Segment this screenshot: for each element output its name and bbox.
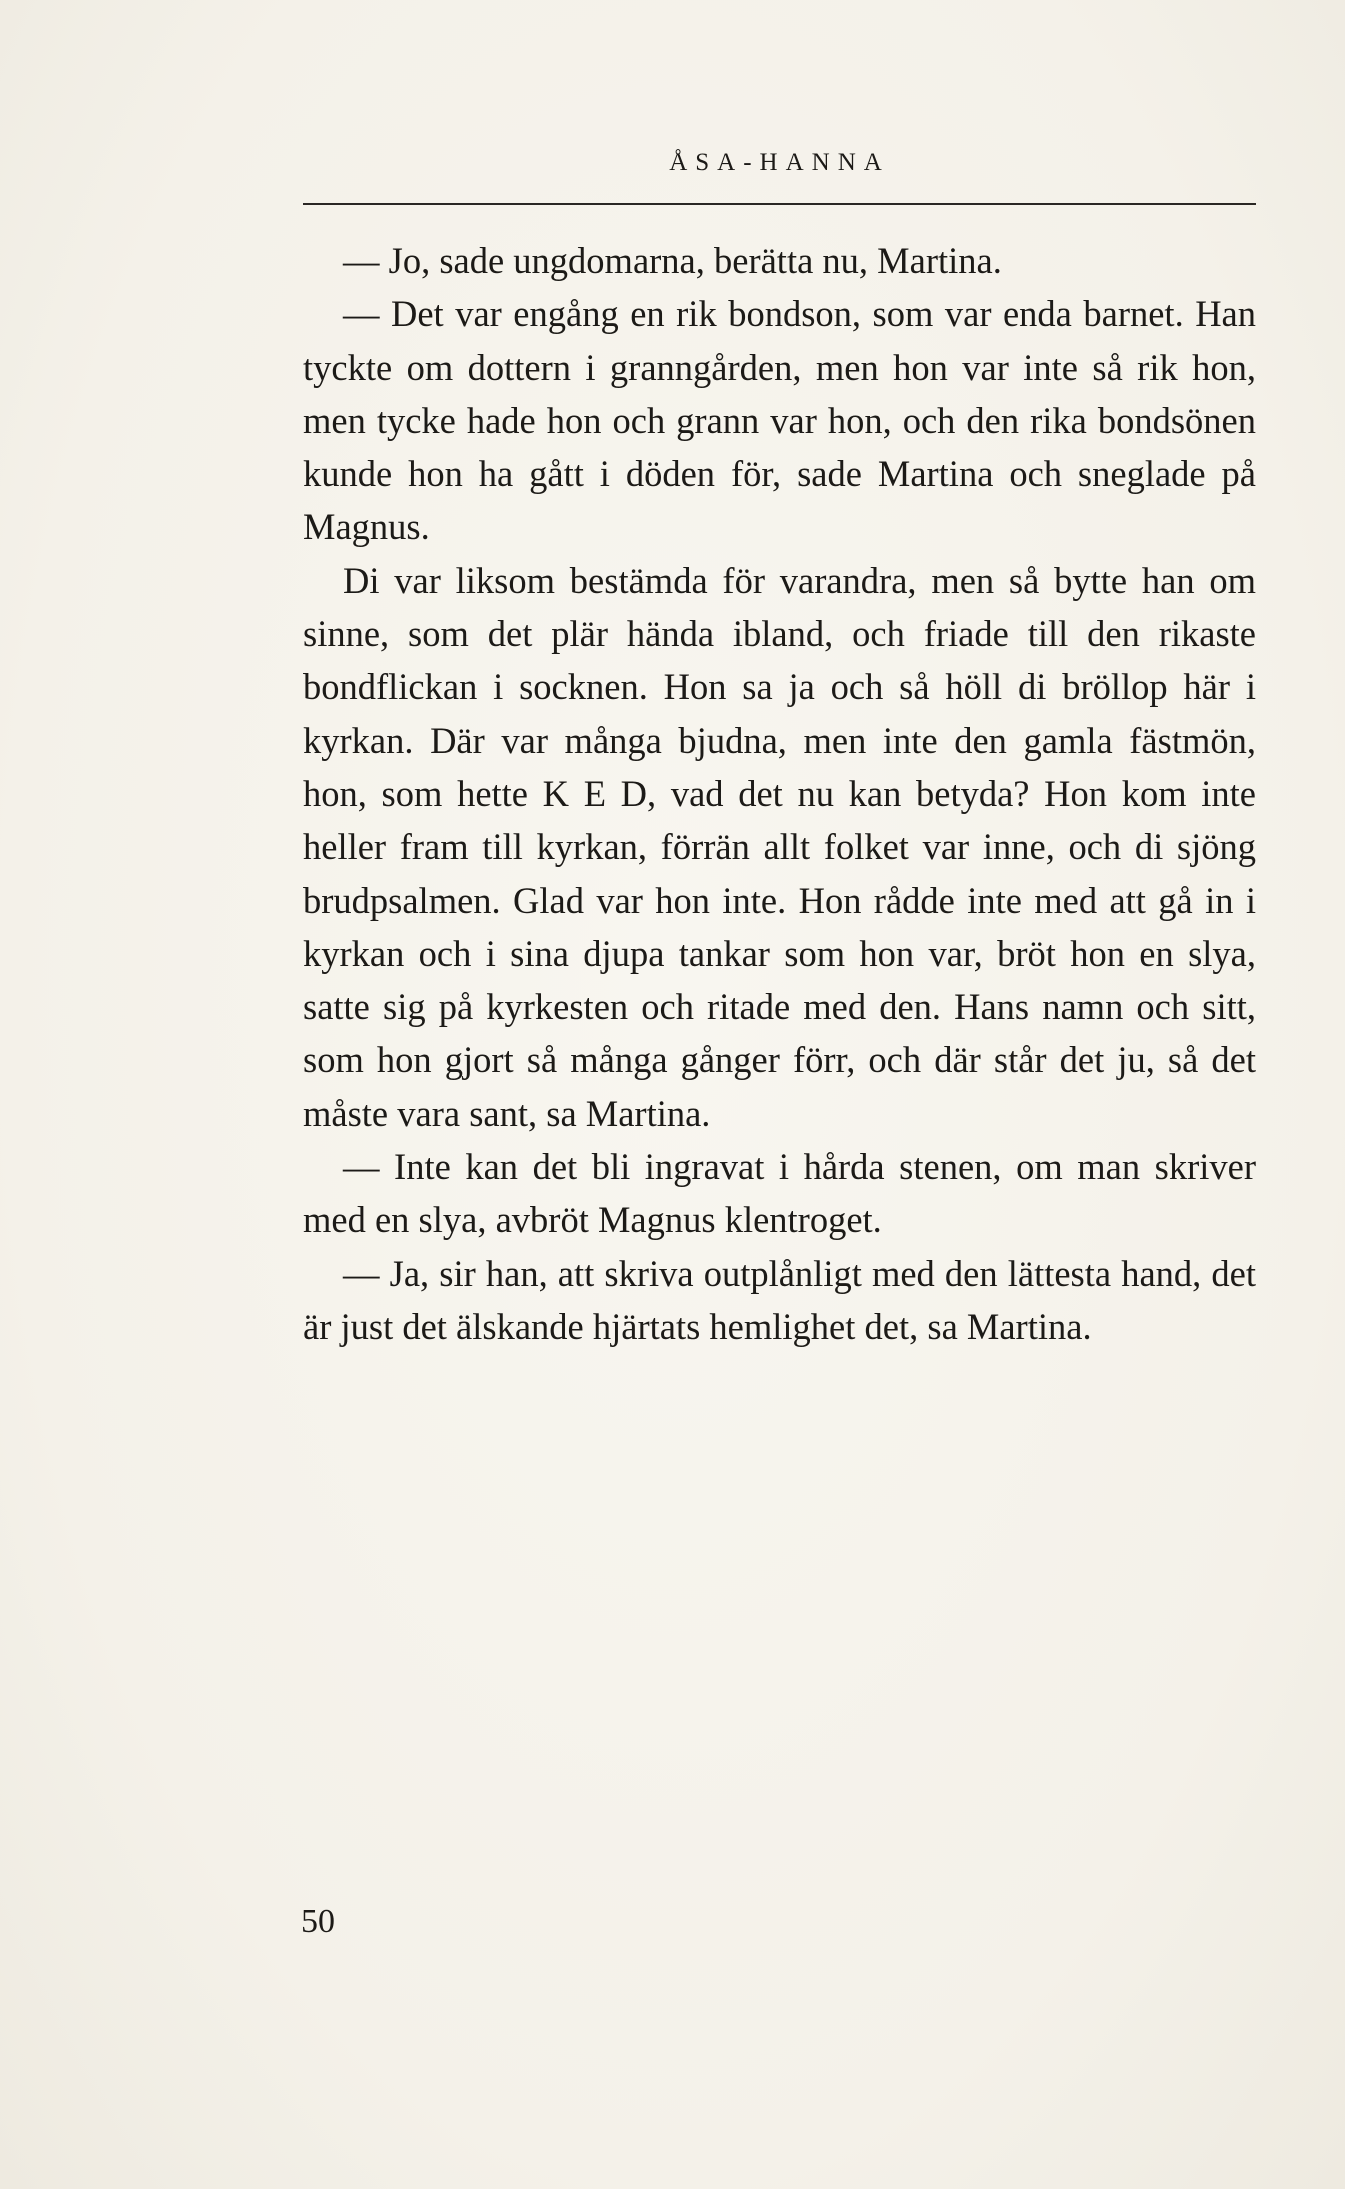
body-text [303, 234, 1256, 1353]
paragraph-3: Di var liksom bestämda för varandra, men så bytte han om sinne, som det plär hända ibland, och friade till den rikaste bondflickan i socknen. Hon sa ja och så höll di bröllop här i kyrkan. Där var många bjudna, men inte den gamla fästmön, hon, som hette K E D, vad det nu kan betyda? Hon kom inte heller fram till kyrkan, förrän allt folket var inne, och di sjöng brudpsalmen. Glad var hon inte. Hon rådde inte med att gå in i kyrkan och i sina djupa tankar som hon var, bröt hon en slya, satte sig på kyrkesten och ritade med den. Hans namn och sitt, som hon gjort så många gånger förr, och där står det ju, så det måste vara sant, sa Martina. [303, 559, 1256, 1134]
page-number: 50 [301, 1903, 335, 1940]
paragraph-1: — Jo, sade ungdomarna, berätta nu, Martina. [343, 240, 1002, 281]
paragraph-5: — Ja, sir han, att skriva outplånligt med den lättesta hand, det är just det älskande hjärtats hemlighet det, sa Martina. [303, 1252, 1256, 1347]
header-rule [303, 203, 1256, 205]
running-head: ÅSA-HANNA [669, 149, 890, 176]
paragraph-4: — Inte kan det bli ingravat i hårda stenen, om man skriver med en slya, avbröt Magnus klentroget. [303, 1146, 1256, 1241]
paragraph-2: — Det var engång en rik bondson, som var enda barnet. Han tyckte om dottern i granngården, men hon var inte så rik hon, men tycke hade hon och grann var hon, och den rika bondsönen kunde hon ha gått i döden för, sade Martina och sneglade på Magnus. [303, 293, 1256, 548]
